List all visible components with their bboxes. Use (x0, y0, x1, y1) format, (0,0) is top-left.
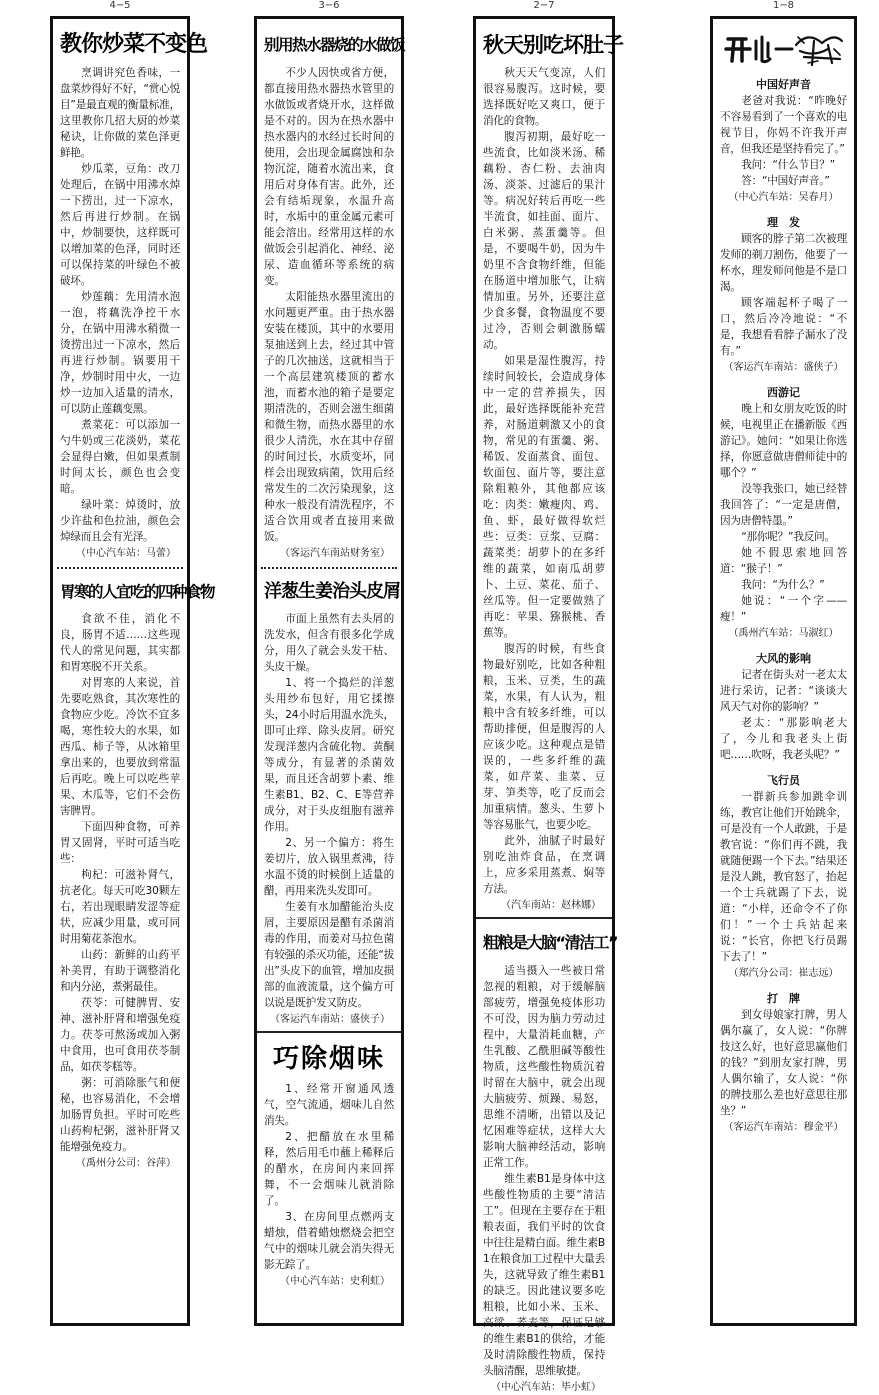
joke-source: （禹州汽车站：马淑红） (728, 628, 839, 639)
paragraph: 秋天天气变凉，人们很容易腹泻。这时候，要选择既好吃又爽口，便于消化的食物。 (483, 67, 605, 127)
paragraph: 此外，油腻子时最好别吃油炸食品，在烹调上，应多采用蒸煮、焖等方法。 (483, 835, 605, 895)
paragraph: 适当摄入一些被日常忽视的粗粮，对于缓解脑部疲劳，增强免疫体形功不可没，因为脑力劳动过程中，大量消耗血糖，产生乳酸、乙酰胆碱等酸性物质，这些酸性物质沉着时留在大脑中，就会出现大脑疲劳、烦躁、易怒，思维不清晰，出错以及记忆困难等症状，这样大大影响大脑神经活动，影响正常工作。 (483, 965, 605, 1169)
joke-title: 中国好声音 (756, 78, 811, 91)
column-1 (50, 16, 215, 1326)
article-water-heater (264, 25, 405, 561)
paragraph: 食欲不佳，消化不良，肠胃不适……这些现代人的常见问题，其实都和胃寒脱不开关系。 (60, 613, 180, 673)
paragraph: 枸杞：可滋补肾气，抗老化。每天可吃30颗左右，若出现眼睛发涩等症状，应减少用量，或可同时用菊花茶泡水。 (60, 869, 180, 945)
article-title: 秋天别吃坏肚子 (483, 33, 623, 57)
paragraph: 她说：“一个字——瘦！” (720, 595, 847, 623)
paragraph: 山药：新鲜的山药平补美胃，有助于调整消化和内分泌，煮粥最佳。 (60, 949, 180, 993)
paragraph: 煮菜花：可以添加一勺牛奶或三花淡奶，菜花会显得白嫩，但如果煮制时间太长，颜色也会变暗。 (60, 419, 180, 495)
article-source: （禹州分公司：谷萍） (76, 1158, 176, 1169)
paragraph: 腹泻初期，最好吃一些流食，比如淡米汤、稀藕粉、杏仁粉、去油肉汤、淡茶、过滤后的果汁等。病况好转后再吃一些半流食，如挂面、面片、白米粥、蒸蛋羹等。但是，不要喝牛奶，因为牛奶里不含食物纤维，但能在肠道中增加胀气，让病情加重。另外，还要注意少食多餐，食物温度不要过冷，否则会刺激肠蠕动。 (483, 131, 605, 351)
paragraph: 没等我张口，她已经替我回答了：“一定是唐僧，因为唐僧特墨。” (720, 483, 847, 527)
joke-item (720, 773, 847, 981)
paragraph: 烹调讲究色香味，一盘菜炒得好不好，“赏心悦目”是最直观的衡量标准，这里教你几招大厨的炒菜秘诀，让你做的菜色泽更鲜艳。 (60, 67, 180, 159)
paragraph: 一群新兵参加跳伞训练，教官让他们开始跳伞，可是没有一个人敢跳，于是教官说：“你们再不跳，我就随便踢一个下去。”结果还是没人跳，教官怒了，抬起一个士兵就踢了下去，说道：“小样，还命令不了你们！”一个士兵站起来说：“长官，你把飞行员踢下去了！” (720, 791, 847, 963)
article-coarse-grain (483, 923, 618, 1395)
dotted-divider (261, 567, 397, 569)
page-label-2: 3−6 (318, 0, 340, 11)
paragraph: 维生素B1是身体中这些酸性物质的主要“清洁工”。但现在主要存在于粗粮表面，我们平时的饮食中往往是精白面。维生素B1在粮食加工过程中大量丢失，这就导致了维生素B1的缺乏。因此建议要多吃粗粮，比如小米、玉米、高粱、荞麦等，保证足够的维生素B1的供给，才能及时清除酸性物质，保持头脑清醒，思维敏捷。 (483, 1173, 605, 1377)
paragraph: 顾客端起杯子喝了一口，然后冷冷地说：“不是，我想看看脖子漏水了没有。” (720, 297, 847, 357)
paragraph: 如果是湿性腹泻，持续时间较长，会造成身体中一定的营养损失，因此，最好选择既能补充营养，对肠道刺激又小的食物，常见的有蛋羹、粥、稀饭、发面蒸食、面包、软面包、面片等，要注意除粗粮外，其他都应该吃：肉类：嫩瘦肉、鸡、鱼、虾，最好做得软烂些：豆类：豆浆、豆腐：蔬菜类：胡萝卜的在多纤维的蔬菜，如南瓜胡萝卜、土豆、菜花、茄子、丝瓜等。但一定要做熟了再吃：苹果、猕猴桃、香蕉等。 (483, 355, 605, 639)
page-label-3: 2−7 (533, 0, 555, 11)
paragraph: 到女母娘家打牌，男人偶尔赢了，女人说：“你牌技这么好，也好意思赢他们的钱？”到朋友家打牌，男人偶尔输了，女人说：“你的牌技那么差也好意思往那坐？” (720, 1009, 847, 1117)
joke-source: （中心汽车站：吴春月） (728, 192, 839, 203)
joke-source: （客运汽车南站：穆金平） (723, 1122, 844, 1133)
page-label-1: 4−5 (109, 0, 131, 11)
joke-item (720, 385, 847, 641)
article-title: 洋葱生姜治头皮屑 (264, 581, 400, 602)
page-label-4: 1−8 (772, 0, 795, 11)
paragraph: 老爸对我说：“昨晚好不容易看到了一个喜欢的电视节目，你妈不许我开声音，但我还是坚持看完了。” (720, 95, 847, 155)
joke-item (720, 215, 847, 375)
paragraph: 粥：可消除胀气和便秘，也容易消化，不会增加肠胃负担。平时可吃些山药枸杞粥，滋补肝肾又能增强免疫力。 (60, 1077, 180, 1153)
joke-item (720, 77, 847, 205)
joke-source: （客运汽车南站：盛侠子） (723, 362, 844, 373)
joke-title: 理 发 (767, 216, 800, 229)
joke-title: 西游记 (767, 386, 800, 399)
paragraph: 炒瓜菜，豆角：改刀处理后，在锅中用沸水焯一下捞出，过一下凉水，然后再进行炒制。在锅中，炒制要快，这样既可以增加菜的色泽，同时还可以保持菜的叶绿色不被破坏。 (60, 163, 180, 287)
article-source: （客运汽车南站：盛侠子） (270, 1014, 390, 1025)
joke-source: （郑汽分公司：崔志远） (728, 968, 839, 979)
article-smoke-smell (264, 1037, 394, 1289)
paragraph: 炒莲藕：先用清水泡一泡，将藕洗净控干水分，在锅中用沸水稍微一烫捞出过一下凉水，然后再进行炒制。锅要用干净，炒制时用中火，一边炒一边加入适量的清水，可以防止莲藕变黑。 (60, 291, 180, 415)
paragraph: 对胃寒的人来说，首先要吃熟食，其次寒性的食物应少吃。冷饮不宜多喝，寒性较大的水果，如西瓜、柿子等，从冰箱里拿出来的，也要放到常温后再吃。晚上可以吃些苹果、木瓜等，它们不会伤害脾胃。 (60, 677, 180, 817)
paragraph: 我问：“为什么？” (741, 579, 825, 591)
column-4 (710, 16, 857, 1326)
paragraph: 顾客的脖子第二次被理发师的剃刀割伤，他要了一杯水，理发师问他是不是口渴。 (720, 233, 847, 293)
article-stir-fry (60, 25, 208, 561)
paragraph: 茯苓：可健脾胃、安神、滋补肝肾和增强免疫力。茯苓可熬汤或加入粥中食用，也可食用茯苓制品，如茯苓糕等。 (60, 997, 180, 1073)
paragraph: 老太：“那影响老大了，今儿和我老头上街吧……吹呀，我老头呢？” (720, 717, 847, 761)
paragraph: 腹泻的时候，有些食物最好别吃，比如各种粗粮，玉米、豆类，生的蔬菜，水果，有人认为，粗粮中含有较多纤维，可以帮助排便，但是腹泻的人应该少吃。这种观点是错误的，一些多纤维的蔬菜，如芹菜、韭菜、豆芽、笋类等，吃了反而会加重病情。葱头、生萝卜等容易胀气，也要少吃。 (483, 643, 605, 831)
article-title: 粗粮是大脑“清洁工” (483, 933, 618, 952)
paragraph: “那你呢？”我反问。 (741, 531, 835, 543)
article-title: 别用热水器烧的水做饭 (264, 36, 405, 54)
article-source: （汽车南站：赵林娜） (501, 900, 601, 911)
article-title: 教你炒菜不变色 (60, 32, 208, 57)
paragraph: 记者在街头对一老太太进行采访，记者：“谈谈大风天气对你的影响？” (720, 669, 847, 713)
paragraph: 市面上虽然有去头屑的洗发水，但含有很多化学成分，用久了就会头发干枯、头皮干燥。 (264, 613, 394, 673)
article-source: （中心汽车站：史利虹） (280, 1276, 390, 1287)
article-title: 巧除烟味 (272, 1044, 385, 1074)
column-2 (254, 16, 404, 1326)
paragraph: 3、在房间里点燃两支蜡烛，借着蜡烛燃烧会把空气中的烟味儿就会消失得无影无踪了。 (264, 1211, 394, 1271)
paragraph: 2、另一个偏方：将生姜切片，放入锅里煮沸，待水温不烫的时候倒上适量的醋，再用来洗头发即可。 (264, 837, 394, 897)
solid-divider (476, 917, 612, 919)
solid-divider (257, 1031, 401, 1033)
paragraph: 我问：“什么节目？” (741, 159, 835, 171)
article-stomach-cold (60, 573, 215, 1171)
article-autumn-stomach (483, 25, 623, 913)
dotted-divider (57, 567, 183, 569)
paragraph: 1、将一个捣烂的洋葱头用纱布包好，用它揉擦头，24小时后用温水洗头，即可止痒、除头皮屑。研究发现洋葱内含硫化物、黄酮等成分，有显著的杀菌效果，而且还含胡萝卜素、维生素B1、B2、C、E等营养成分，对于头皮组胞有滋养作用。 (264, 677, 394, 833)
paragraph: 答：“中国好声音。” (741, 175, 830, 187)
joke-item (720, 991, 847, 1135)
joke-item (720, 651, 847, 763)
paragraph: 晚上和女朋友吃饭的时候，电视里正在播新版《西游记》。她问：“如果让你选择，你愿意做唐僧师徒中的哪个？” (720, 403, 847, 479)
paragraph: 太阳能热水器里流出的水问题更严重。由于热水器安装在楼顶，其中的水要用泵抽送到上去，经过其中管子的几次抽送，这就相当于一个高层建筑楼顶的蓄水池，而蓄水池的箱子是要定期清洗的，否则会滋生细菌和微生物，而热水器里的水很少人清洗，水在其中存留的时间过长，水质变坏，同样会出现致病菌，饮用后经常发生的二次污染现象，这种水一般没有清洗程序，不适合饮用或者直接用来做饭。 (264, 291, 394, 543)
column-3 (473, 16, 623, 1393)
paragraph: 下面四种食物，可养胃又固肾，平时可适当吃些： (60, 821, 180, 865)
joke-title: 打 牌 (767, 992, 800, 1005)
article-source: （中心汽车站：毕小虹） (491, 1382, 601, 1393)
paragraph: 2、把醋放在水里稀释，然后用毛巾蘸上稀释后的醋水，在房间内来回挥舞，不一会烟味儿就消除了。 (264, 1131, 394, 1207)
article-dandruff (264, 573, 400, 1027)
article-source: （客运汽车南站财务室） (280, 548, 390, 559)
paragraph: 1、经常开窗通风透气，空气流通，烟味儿自然消失。 (264, 1083, 394, 1127)
article-title: 胃寒的人宜吃的四种食物 (60, 583, 215, 601)
paragraph: 她不假思索地回答道：“猴子！” (720, 547, 847, 575)
paragraph: 不少人因快或省方便，都直接用热水器热水管里的水做饭或者烧开水，这样做是不对的。因为在热水器中热水器内的水经过长时间的使用，会出现金属腐蚀和杂物沉淀，随着水流出来，食用后对身体有害。此外，还会有结垢现象，水温升高时，水垢中的重金属元素可能会溶出。经常用这样的水做饭会引起消化、神经、泌尿、造血循环等系统的病变。 (264, 67, 394, 287)
article-source: （中心汽车站：马蕾） (76, 548, 176, 559)
paragraph: 绿叶菜：焯烫时，放少许盐和色拉油，颜色会焯绿而且会有光泽。 (60, 499, 180, 543)
joke-title: 大风的影响 (756, 652, 811, 665)
happy-moment-logo (722, 27, 846, 71)
paragraph: 生姜有水加醋能治头皮屑，主要原因是醋有杀菌消毒的作用，而姜对马拉色菌有较强的杀灭功能，还能“拔出”头皮下的血管，增加皮损部的血液流量，这个偏方可以说是既护发又防皮。 (264, 901, 395, 1009)
joke-title: 飞行员 (767, 774, 800, 787)
